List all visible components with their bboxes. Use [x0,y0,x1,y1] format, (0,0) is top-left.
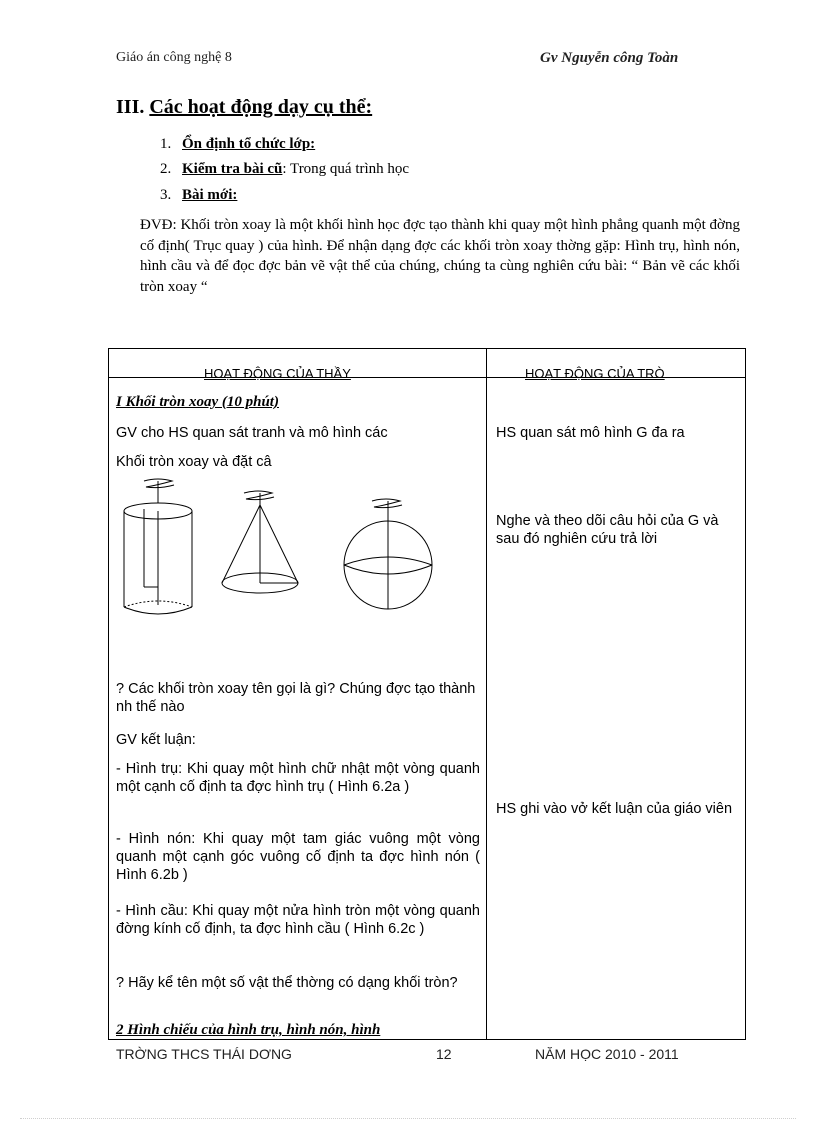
header-left: Giáo án công nghệ 8 [116,50,232,65]
header-right: Gv Nguyễn công Toàn [540,50,679,66]
teacher-cylinder: - Hình trụ: Khi quay một hình chữ nhật một vòng quanh một cạnh cố định ta đợc hình trụ ( Hình 6.2a ) [116,761,480,795]
footer-year: NĂM HỌC 2010 - 2011 [535,1046,679,1062]
item-2 [160,161,409,178]
student-listen: Nghe và theo dõi câu hỏi của G và sau đó nghiên cứu trả lời [496,513,719,547]
section-number: III. [116,96,145,118]
page-bottom-rule [20,1118,796,1119]
item-number: 2. [160,161,172,177]
item-label: Kiểm tra bài cũ [182,161,283,177]
item-3 [160,187,237,204]
item-1 [160,136,315,153]
section-title [116,96,372,119]
item-number: 3. [160,187,172,203]
part1-title: I Khối tròn xoay (10 phút) [116,394,279,410]
footer-page: 12 [436,1046,452,1062]
cone-drawing [222,491,298,593]
part2-title: 2 Hình chiếu của hình trụ, hình nón, hình [116,1022,381,1038]
section-title-text: Các hoạt động dạy cụ thể: [149,96,373,118]
teacher-sphere: - Hình cầu: Khi quay một nửa hình tròn một vòng quanh đờng kính cố định, ta đợc hình cầu ( Hình 6.2c ) [116,903,480,937]
item-text: : Trong quá trình học [282,161,410,177]
teacher-line1: GV cho HS quan sát tranh và mô hình các [116,425,388,441]
cylinder-drawing [124,479,192,614]
item-label: Bài mới: [182,187,238,203]
solids-figure [118,475,438,625]
header-student: HOẠT ĐỘNG CỦA TRÒ [525,366,665,381]
item-label: Ổn định tổ chức lớp: [182,136,316,152]
intro-paragraph: ĐVĐ: Khối tròn xoay là một khối hình học đợc tạo thành khi quay một hình phẳng quanh một đờng cố định( Trục quay ) của hình. Để nhận dạng đợc các khối tròn xoay thờng gặp: Hình trụ, hình nón, hình cầu và để đọc đợc bản vẽ vật thể của chúng, chúng ta cùng nghiên cứu bài: “ Bản vẽ các khối tròn xoay “ [140,217,740,295]
sphere-drawing [344,499,432,609]
header-teacher: HOẠT ĐỘNG CỦA THẦY [204,366,351,381]
teacher-line2: Khối tròn xoay và đặt câ [116,454,272,470]
footer-school: TRỜNG THCS THÁI DƠNG [116,1046,292,1062]
teacher-question2: ? Hãy kể tên một số vật thể thờng có dạng khối tròn? [116,975,458,991]
student-observe: HS quan sát mô hình G đa ra [496,425,685,441]
teacher-question: ? Các khối tròn xoay tên gọi là gì? Chúng đợc tạo thành nh thế nào [116,681,476,715]
table-divider [486,348,487,1040]
teacher-conclude: GV kết luận: [116,732,196,748]
teacher-cone: - Hình nón: Khi quay một tam giác vuông một vòng quanh một cạnh góc vuông cố định ta đợc hình nón ( Hình 6.2b ) [116,831,480,883]
item-number: 1. [160,136,172,152]
student-note: HS ghi vào vở kết luận của giáo viên [496,801,733,817]
